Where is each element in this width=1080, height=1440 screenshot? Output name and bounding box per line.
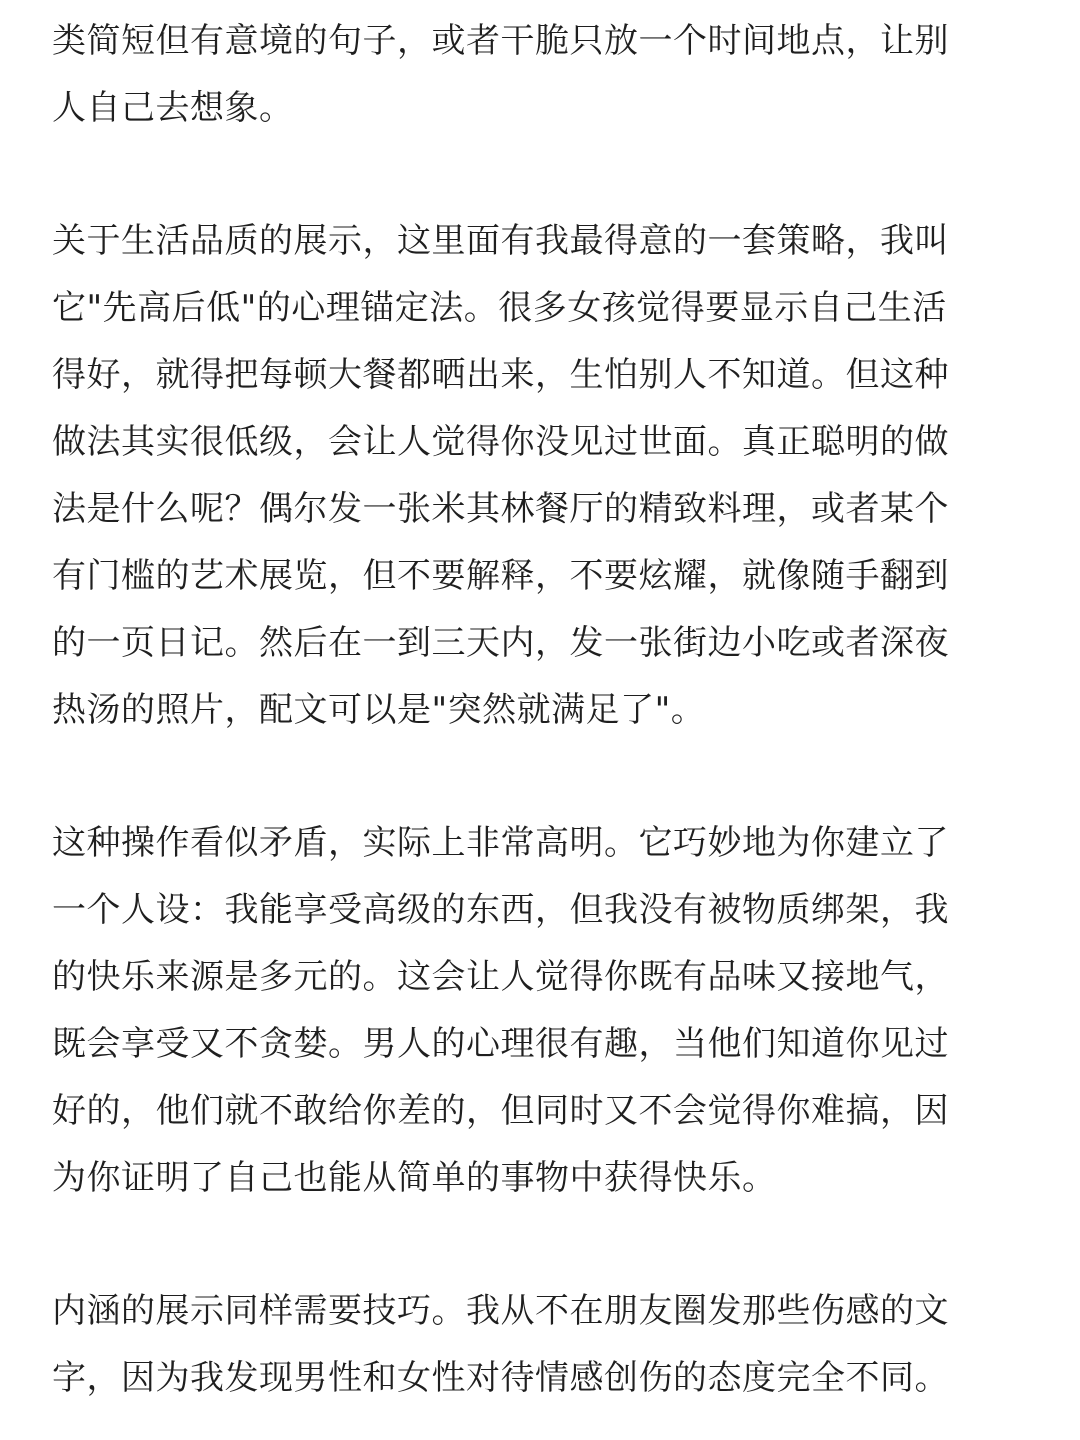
paragraph-4: 内涵的展示同样需要技巧。我从不在朋友圈发那些伤感的文 字，因为我发现男性和女性对待情感创伤的态度完全不同。: [52, 1291, 949, 1398]
article-body: [52, 8, 1032, 1412]
paragraph-2: 关于生活品质的展示，这里面有我最得意的一套策略，我叫 它"先高后低"的心理锚定法。很多女孩觉得要显示自己生活 得好，就得把每顿大餐都晒出来，生怕别人不知道。但这种 做法其实很低级，会让人觉得你没见过世面。真正聪明的做 法是什么呢？偶尔发一张米其林餐厅的精致料理，或者某个 有门槛的艺术展览，但不要解释，不要炫耀，就像随手翻到 的一页日记。然后在一到三天内，发一张街边小吃或者深夜 热汤的照片，配文可以是"突然就满足了"。: [52, 221, 949, 730]
paragraph-1: 类简短但有意境的句子，或者干脆只放一个时间地点，让别 人自己去想象。: [52, 21, 949, 128]
paragraph-3: 这种操作看似矛盾，实际上非常高明。它巧妙地为你建立了 一个人设：我能享受高级的东西，但我没有被物质绑架，我 的快乐来源是多元的。这会让人觉得你既有品味又接地气， 既会享受又不贪婪。男人的心理很有趣，当他们知道你见过 好的，他们就不敢给你差的，但同时又不会觉得你难搞，因 为你证明了自己也能从简单的事物中获得快乐。: [52, 823, 949, 1198]
